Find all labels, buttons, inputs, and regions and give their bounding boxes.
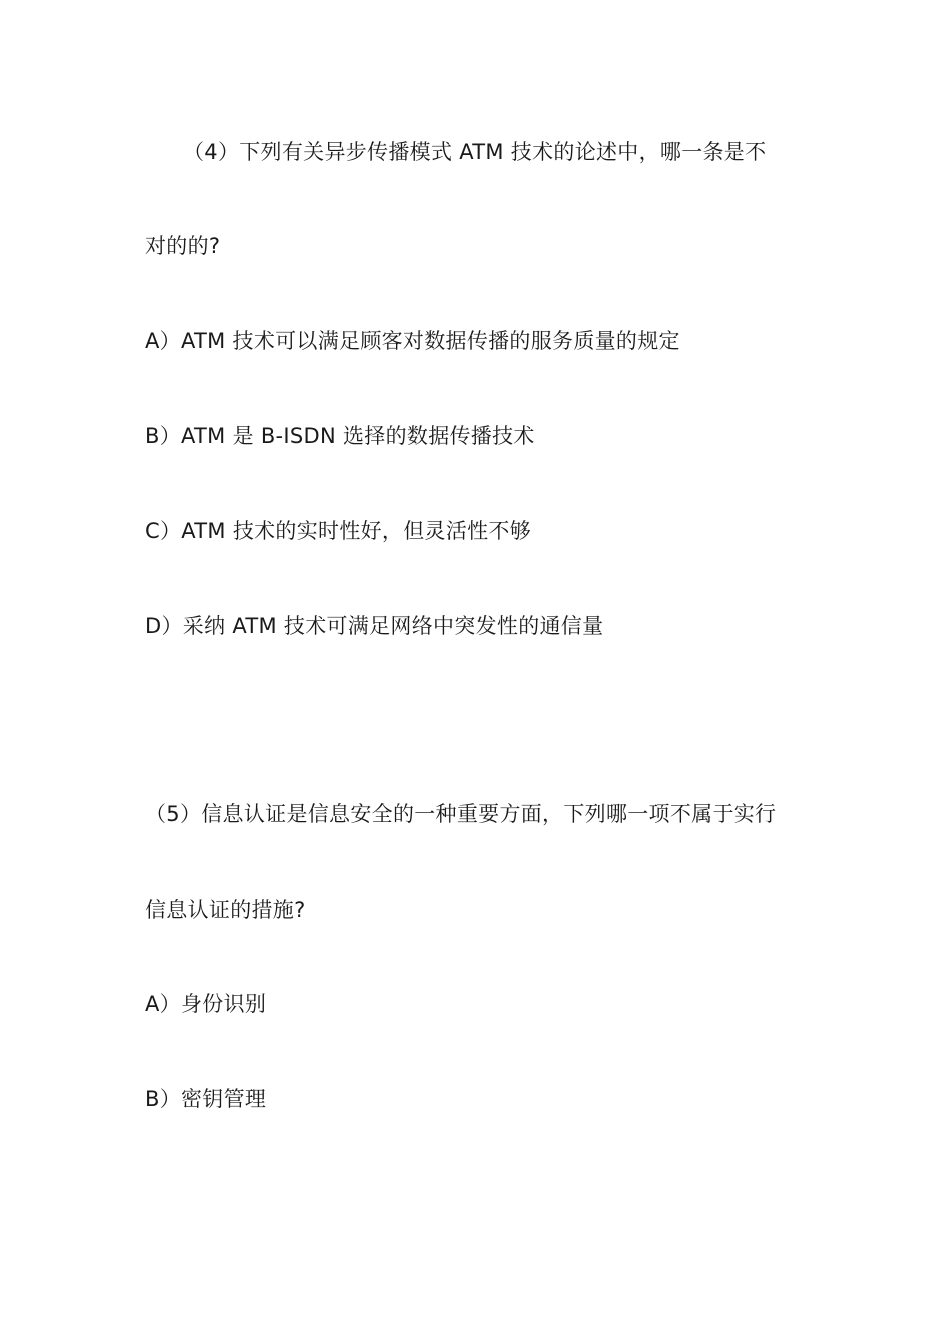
- question-4-option-d: D）采纳 ATM 技术可满足网络中突发性的通信量: [145, 614, 604, 638]
- question-5-option-a: A）身份识别: [145, 992, 267, 1016]
- question-5-stem-line-2: 信息认证的措施?: [145, 898, 306, 922]
- question-5-option-b: B）密钥管理: [145, 1087, 267, 1111]
- question-5-stem-line-1: （5）信息认证是信息安全的一种重要方面，下列哪一项不属于实行: [145, 802, 777, 826]
- question-4-option-c: C）ATM 技术的实时性好，但灵活性不够: [145, 519, 532, 543]
- question-4-stem-line-2: 对的的?: [145, 234, 221, 258]
- question-4-option-b: B）ATM 是 B-ISDN 选择的数据传播技术: [145, 424, 535, 448]
- question-4-option-a: A）ATM 技术可以满足顾客对数据传播的服务质量的规定: [145, 329, 680, 353]
- question-4-stem-line-1: （4）下列有关异步传播模式 ATM 技术的论述中，哪一条是不: [183, 140, 767, 164]
